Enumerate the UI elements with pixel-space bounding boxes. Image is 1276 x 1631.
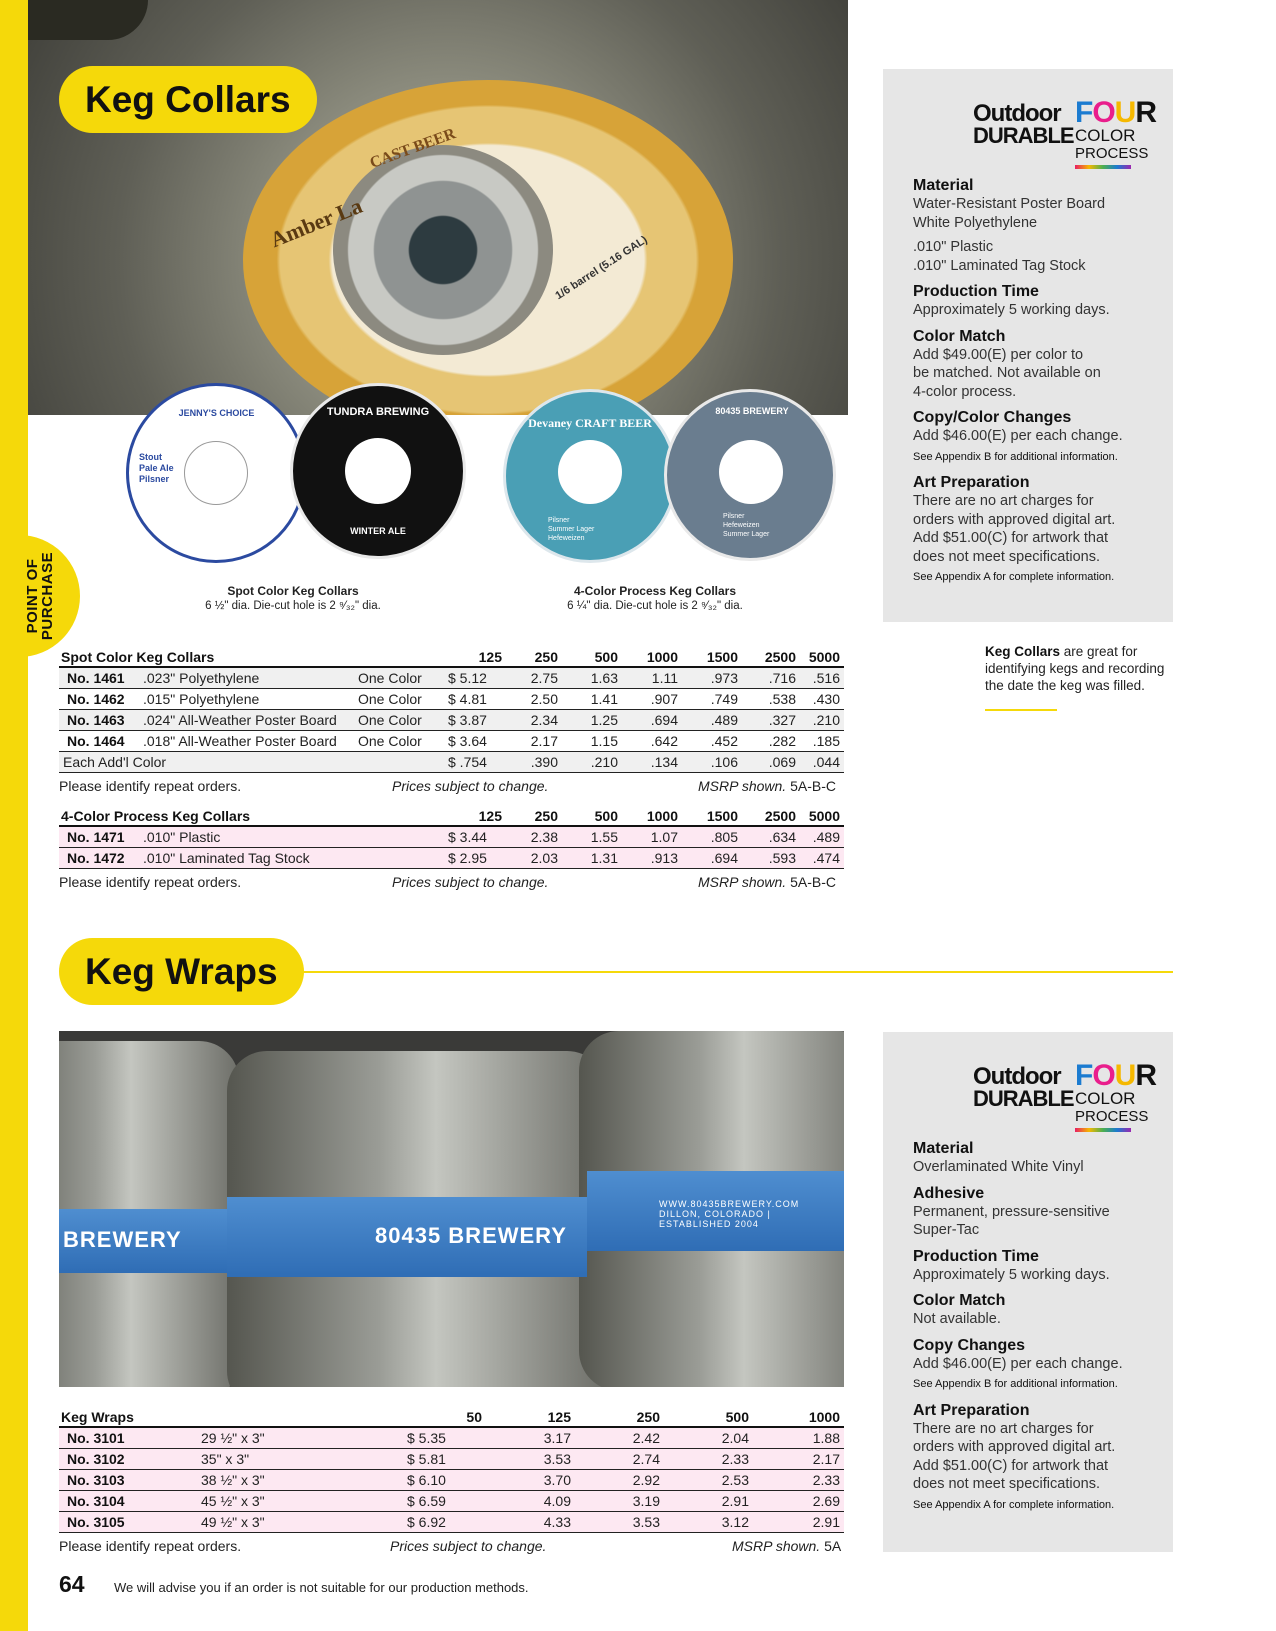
- material-line: Overlaminated White Vinyl: [913, 1159, 1084, 1175]
- production-text: Approximately 5 working days.: [913, 302, 1110, 318]
- prices-note: Prices subject to change.: [390, 1538, 547, 1554]
- repeat-orders-note: Please identify repeat orders.: [59, 874, 242, 890]
- spot-caption-title: Spot Color Keg Collars: [227, 584, 359, 598]
- prices-note: Prices subject to change.: [392, 874, 549, 890]
- qty-header: 5000: [800, 647, 844, 667]
- qty-header: 1000: [753, 1407, 844, 1427]
- table-title: Spot Color Keg Collars: [59, 647, 438, 667]
- adhesive-text: Super-Tac: [913, 1222, 980, 1238]
- copy-changes-heading: Copy/Color Changes: [913, 409, 1072, 426]
- table-row: No. 1464 .018" All-Weather Poster Board One Color $ 3.64 2.17 1.15 .642 .452 .282 .185: [59, 730, 844, 751]
- appendix-b-note: See Appendix B for additional information.: [913, 450, 1118, 463]
- color-match-heading: Color Match: [913, 327, 1006, 345]
- sample-brand: 80435 BREWERY: [715, 406, 789, 416]
- table-row: No. 3103 38 ½" x 3" $ 6.10 3.70 2.92 2.53 2.33: [59, 1469, 844, 1490]
- production-heading: Production Time: [913, 1247, 1039, 1265]
- table-row: No. 1471 .010" Plastic $ 3.44 2.38 1.55 1.07 .805 .634 .489: [59, 826, 844, 847]
- msrp-note: MSRP shown. 5A-B-C: [698, 874, 836, 890]
- process-caption-sub: 6 ¼" dia. Die-cut hole is 2 ⁹⁄₃₂" dia.: [567, 600, 743, 612]
- color-match-text: Not available.: [913, 1311, 1001, 1327]
- sample-items: Pilsner Summer Lager Hefeweizen: [548, 517, 595, 542]
- keg-handle-hole: [28, 0, 148, 40]
- color-match-text: Add $49.00(E) per color to: [913, 346, 1084, 363]
- appendix-a-note: See Appendix A for complete information.: [913, 571, 1115, 583]
- table-row: No. 1472 .010" Laminated Tag Stock $ 2.95 2.03 1.31 .913 .694 .593 .474: [59, 847, 844, 868]
- sample-collar-devaney: [503, 389, 677, 563]
- qty-header: 2500: [742, 647, 800, 667]
- table-row: No. 1462 .015" Polyethylene One Color $ 4.81 2.50 1.41 .907 .749 .538 .430: [59, 688, 844, 709]
- msrp-note: MSRP shown. 5A: [732, 1538, 842, 1554]
- art-prep-text: does not meet specifications.: [913, 548, 1100, 565]
- sample-collar-tundra: [290, 383, 466, 559]
- qty-header: 1000: [622, 647, 682, 667]
- table-row: No. 3101 29 ½" x 3" $ 5.35 3.17 2.42 2.04 1.88: [59, 1427, 844, 1448]
- art-prep-text: Add $51.00(C) for artwork that: [913, 1457, 1109, 1474]
- table-title: Keg Wraps: [59, 1407, 397, 1427]
- sample-items: Stout Pale Ale Pilsner: [139, 452, 174, 484]
- blurb-divider: [985, 709, 1057, 711]
- logo-row: [913, 1046, 1157, 1132]
- wrap-text-left: BREWERY: [63, 1227, 182, 1252]
- art-prep-text: orders with approved digital art.: [913, 1439, 1116, 1455]
- material-line: Water-Resistant Poster Board: [913, 196, 1106, 212]
- table-row: No. 1461 .023" Polyethylene One Color $ 5.12 2.75 1.63 1.11 .973 .716 .516: [59, 667, 844, 688]
- qty-header: 250: [575, 1407, 664, 1427]
- qty-header: 5000: [800, 806, 844, 826]
- material-heading: Material: [913, 177, 974, 194]
- copy-changes-text: Add $46.00(E) per each change.: [913, 428, 1123, 444]
- art-prep-text: There are no art charges for: [913, 493, 1094, 509]
- adhesive-heading: Adhesive: [913, 1184, 985, 1202]
- table-row-addl-color: Each Add'l Color $ .754 .390 .210 .134 .106 .069 .044: [59, 751, 844, 772]
- sample-brand: TUNDRA BREWING: [326, 406, 430, 418]
- art-prep-heading: Art Preparation: [913, 1401, 1030, 1419]
- adhesive-text: Permanent, pressure-sensitive: [913, 1203, 1110, 1220]
- table-row: No. 3105 49 ½" x 3" $ 6.92 4.33 3.53 3.12 2.91: [59, 1511, 844, 1532]
- production-heading: Production Time: [913, 283, 1039, 300]
- side-strip: [0, 0, 28, 1631]
- keg-valve: [333, 145, 553, 355]
- table-row: No. 1463 .024" All-Weather Poster Board One Color $ 3.87 2.34 1.25 .694 .489 .327 .210: [59, 709, 844, 730]
- process-price-table: [59, 806, 844, 869]
- outdoor-durable-logo: Outdoor DURABLE: [973, 1063, 1074, 1111]
- qty-header: 250: [506, 806, 562, 826]
- appendix-a-note: See Appendix A for complete information.: [913, 1498, 1115, 1511]
- keg-collars-photo: [28, 0, 848, 415]
- qty-header: 500: [562, 647, 622, 667]
- qty-header: 125: [438, 806, 506, 826]
- keg-wraps-photo: [59, 1031, 844, 1387]
- keg-wraps-price-table: [59, 1407, 844, 1533]
- keg-wraps-title: Keg Wraps: [59, 938, 304, 1005]
- table-row: No. 3102 35" x 3" $ 5.81 3.53 2.74 2.33 2.17: [59, 1448, 844, 1469]
- repeat-orders-note: Please identify repeat orders.: [59, 1538, 242, 1554]
- art-prep-text: does not meet specifications.: [913, 1476, 1100, 1492]
- logo-row: [913, 83, 1157, 169]
- sample-collar-jennys: [126, 383, 306, 563]
- art-prep-text: There are no art charges for: [913, 1420, 1094, 1437]
- art-prep-text: orders with approved digital art.: [913, 511, 1116, 528]
- color-match-heading: Color Match: [913, 1292, 1006, 1309]
- qty-header: 50: [397, 1407, 486, 1427]
- color-match-text: 4-color process.: [913, 383, 1017, 400]
- sample-items: Pilsner Hefeweizen Summer Lager: [723, 513, 770, 538]
- material-line: .010" Plastic: [913, 239, 994, 255]
- appendix-b-note: See Appendix B for additional information.: [913, 1378, 1118, 1390]
- sample-brand: Devaney CRAFT BEER: [528, 416, 652, 430]
- qty-header: 500: [562, 806, 622, 826]
- material-line: .010" Laminated Tag Stock: [913, 257, 1086, 274]
- outdoor-durable-logo: Outdoor DURABLE: [973, 100, 1074, 148]
- production-disclaimer: We will advise you if an order is not suitable for our production methods.: [114, 1580, 529, 1595]
- qty-header: 2500: [742, 806, 800, 826]
- wrap-text-center: 80435 BREWERY: [375, 1223, 567, 1248]
- photo-brand-text: CAST BEER: [367, 125, 458, 172]
- spot-color-price-table: [59, 647, 844, 773]
- section-tab-label: POINT OF PURCHASE: [24, 551, 56, 641]
- qty-header: 500: [664, 1407, 753, 1427]
- four-color-process-logo: FOUR COLOR PROCESS: [1075, 99, 1156, 169]
- copy-changes-text: Add $46.00(E) per each change.: [913, 1355, 1123, 1372]
- table-title: 4-Color Process Keg Collars: [59, 806, 438, 826]
- color-match-text: be matched. Not available on: [913, 365, 1101, 381]
- qty-header: 125: [438, 647, 506, 667]
- msrp-note: MSRP shown. 5A-B-C: [698, 778, 836, 794]
- material-heading: Material: [913, 1140, 974, 1157]
- spot-caption-sub: 6 ½" dia. Die-cut hole is 2 ⁹⁄₃₂" dia.: [205, 600, 381, 612]
- qty-header: 125: [486, 1407, 575, 1427]
- process-caption-title: 4-Color Process Keg Collars: [573, 584, 737, 598]
- qty-header: 1500: [682, 647, 742, 667]
- wrap-text-right: WWW.80435BREWERY.COM DILLON, COLORADO | ESTABLISHED 2004: [659, 1199, 800, 1229]
- keg-collars-blurb: Keg Collars are great for identifying kegs and recording the date the keg was filled.: [985, 644, 1165, 693]
- keg-collars-title: Keg Collars: [59, 66, 317, 133]
- photo-barrel-text: 1/6 barrel (5.16 GAL): [553, 233, 650, 303]
- page-number: 64: [59, 1571, 85, 1597]
- repeat-orders-note: Please identify repeat orders.: [59, 778, 242, 794]
- art-prep-text: Add $51.00(C) for artwork that: [913, 530, 1109, 546]
- prices-note: Prices subject to change.: [392, 778, 549, 794]
- keg-collars-specs: [883, 69, 1173, 622]
- sample-brand: JENNY'S CHOICE: [178, 408, 255, 418]
- keg-wraps-specs: [883, 1032, 1173, 1552]
- qty-header: 1500: [682, 806, 742, 826]
- sample-item: WINTER ALE: [350, 526, 406, 536]
- four-color-process-logo: FOUR COLOR PROCESS: [1075, 1062, 1156, 1132]
- sample-collar-80435: [664, 389, 836, 561]
- qty-header: 1000: [622, 806, 682, 826]
- qty-header: 250: [506, 647, 562, 667]
- production-text: Approximately 5 working days.: [913, 1266, 1110, 1283]
- photo-amber-text: Amber La: [266, 192, 366, 253]
- art-prep-heading: Art Preparation: [913, 474, 1030, 491]
- section-divider: [290, 971, 1173, 973]
- material-line: White Polyethylene: [913, 214, 1038, 231]
- copy-changes-heading: Copy Changes: [913, 1336, 1026, 1354]
- table-row: No. 3104 45 ½" x 3" $ 6.59 4.09 3.19 2.91 2.69: [59, 1490, 844, 1511]
